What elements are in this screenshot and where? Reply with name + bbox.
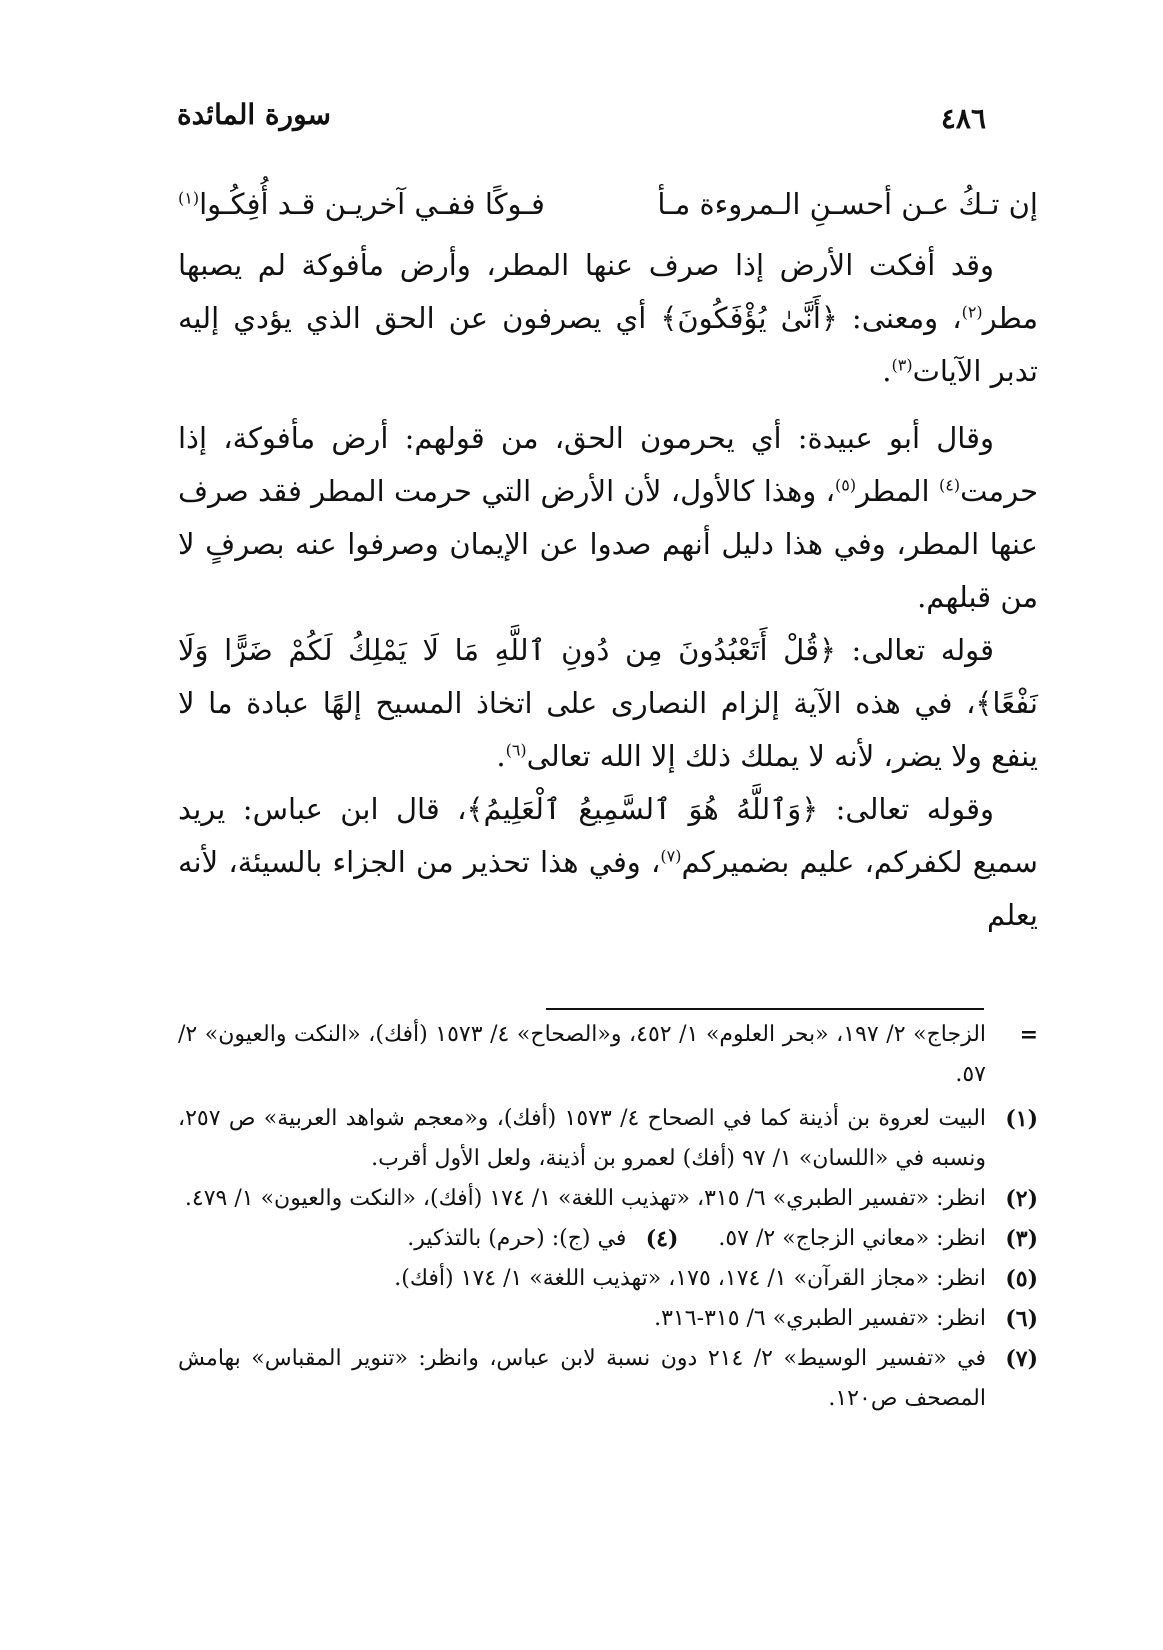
footnote-number: (٦) (1005, 1306, 1038, 1332)
paragraph-3-text-b: . (496, 739, 506, 773)
footnote-number: (٥) (1005, 1266, 1038, 1292)
footnotes (178, 1015, 1038, 1419)
paragraph-4 (178, 783, 1038, 942)
paragraph-4-text-b: ، وفي هذا تحذير من الجزاء بالسيئة، لأنه يعلم (178, 845, 1038, 932)
footnote-3 (718, 1219, 1038, 1259)
footnote-ref: (١) (178, 188, 200, 208)
paragraph-2 (178, 412, 1038, 624)
footnote-ref: (٢) (961, 302, 983, 322)
main-text (178, 178, 1038, 942)
verse-second-text: فـوكًا ففـي آخريـن قـد أُفِكُـوا (199, 187, 545, 221)
footnote-text: في «تفسير الوسيط» ٢/ ٢١٤ دون نسبة لابن عباس، وانظر: «تنوير المقباس» بهامش المصحف ص١٢٠. (178, 1346, 986, 1411)
footnote-text: البيت لعروة بن أذينة كما في الصحاح ٤/ ١٥٧٣ (أفك)، و«معجم شواهد العربية» ص ٢٥٧، ونسبه في «اللسان» ١/ ٩٧ (أفك) لعمرو بن أذينة، ولعل الأول أقرب. (178, 1106, 987, 1171)
footnote-divider (546, 1008, 984, 1010)
footnote-text: الزجاج» ٢/ ١٩٧، «بحر العلوم» ١/ ٤٥٢، و«الصحاح» ٤/ ١٥٧٣ (أفك)، «النكت والعيون» ٢/ ٥٧. (178, 1022, 987, 1087)
footnote-text: انظر: «معاني الزجاج» ٢/ ٥٧. (718, 1226, 986, 1251)
footnote-ref: (٥) (835, 475, 857, 495)
footnote-continuation (178, 1015, 1038, 1095)
paragraph-3-text-a: قوله تعالى: ﴿قُلْ أَتَعْبُدُونَ مِن دُونِ ٱللَّهِ مَا لَا يَمْلِكُ لَكُمْ ضَرًّا وَلَا نَفْعًا﴾، في هذه الآية إلزام النصارى على اتخاذ المسيح إلهًا عبادة ما لا ينفع ولا يضر، لأنه لا يملك ذلك إلا الله تعالى (178, 633, 1038, 773)
footnote-number: (١) (1005, 1106, 1038, 1132)
footnote-ref: (٣) (891, 355, 913, 375)
paragraph-1-text-b: ، ومعنى: ﴿أَنَّىٰ يُؤْفَكُونَ﴾ أي يصرفون عن الحق الذي يؤدي إليه تدبر الآيات (178, 301, 1038, 388)
footnote-ref: (٤) (938, 475, 961, 495)
paragraph-3 (178, 624, 1038, 783)
footnote-number: (٢) (1005, 1186, 1038, 1212)
footnote-number: (٤) (645, 1226, 679, 1252)
surah-title: سورة المائدة (176, 98, 331, 131)
paragraph-2-text-b: المطر (856, 474, 939, 508)
footnote-4 (407, 1219, 678, 1259)
poetry-verse (178, 178, 1038, 231)
paragraph-2-text-c: ، وهذا كالأول، لأن الأرض التي حرمت المطر فقد صرف عنها المطر، وفي هذا دليل أنهم صدوا عن الإيمان وصرفوا عنه بصرفٍ لا من قبلهم. (178, 474, 1038, 614)
paragraph-1-text-a: وقد أفكت الأرض إذا صرف عنها المطر، وأرض مأفوكة لم يصبها مطر (178, 248, 1038, 335)
continuation-marker: = (1019, 1022, 1038, 1048)
page-header (176, 98, 986, 148)
paragraph-1 (178, 239, 1038, 398)
footnote-number: (٧) (1005, 1346, 1038, 1372)
footnote-2 (178, 1179, 1038, 1219)
footnote-1 (178, 1099, 1038, 1179)
footnotes-3-4 (178, 1219, 1038, 1259)
footnote-ref: (٦) (505, 740, 527, 760)
footnote-text: انظر: «تفسير الطبري» ٦/ ٣١٥-٣١٦. (654, 1306, 986, 1331)
footnote-text: انظر: «تفسير الطبري» ٦/ ٣١٥، «تهذيب اللغة» ١/ ١٧٤ (أفك)، «النكت والعيون» ١/ ٤٧٩. (184, 1186, 986, 1211)
verse-first-hemistich: إن تـكُ عـن أحسـنِ الـمروءة مـأ (657, 187, 1038, 221)
footnote-text: انظر: «مجاز القرآن» ١/ ١٧٤، ١٧٥، «تهذيب اللغة» ١/ ١٧٤ (أفك). (394, 1266, 986, 1291)
paragraph-1-text-c: . (882, 354, 892, 388)
footnote-number: (٣) (1005, 1226, 1038, 1252)
paragraph-2-text-a: وقال أبو عبيدة: أي يحرمون الحق، من قولهم: أرض مأفوكة، إذا حرمت (178, 421, 1038, 508)
footnote-7 (178, 1339, 1038, 1419)
paragraph-4-text-a: وقوله تعالى: ﴿وَٱللَّهُ هُوَ ٱلسَّمِيعُ ٱلْعَلِيمُ﴾، قال ابن عباس: يريد سميع لكفركم، عليم بضميركم (178, 792, 1038, 879)
page-number: ٤٨٦ (940, 102, 986, 135)
footnote-5 (178, 1259, 1038, 1299)
footnote-6 (178, 1299, 1038, 1339)
verse-second-hemistich (178, 178, 545, 231)
footnote-ref: (٧) (660, 846, 682, 866)
footnote-text: في (ج): (حرم) بالتذكير. (407, 1226, 627, 1251)
